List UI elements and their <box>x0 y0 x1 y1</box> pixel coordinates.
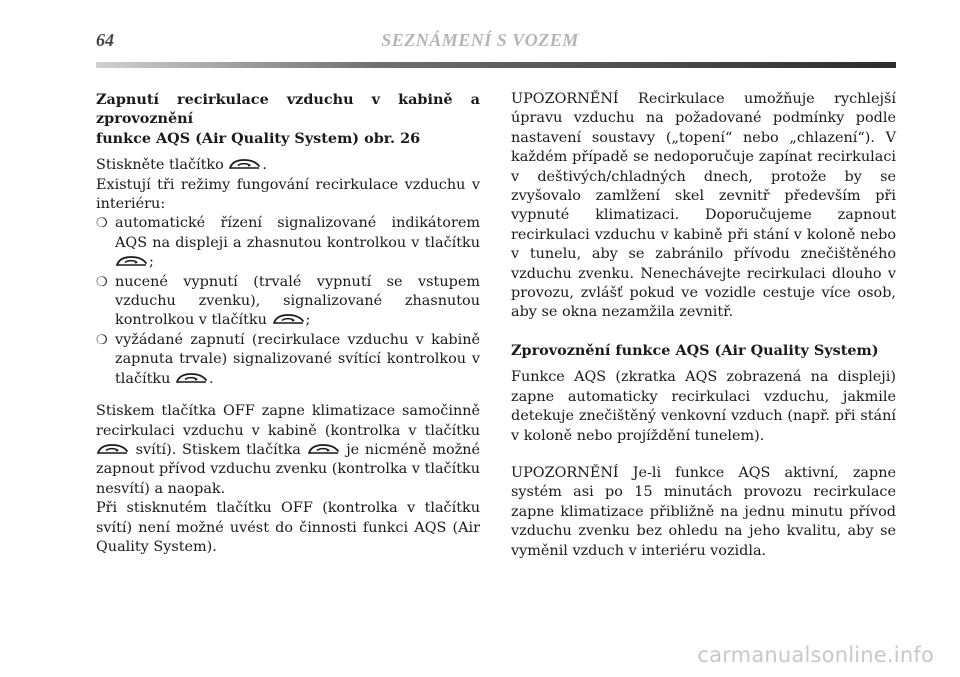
warning-recirculation: UPOZORNĚNÍ Recirkulace umožňuje rychlejší úpravu vzduchu na požadované podmínky podle nastavení soustavy („topení“ nebo „chlazení“). V každém případě se nedoporučuje zapínat recirkulaci v deštivých/chladných dnech, protože by se zvyšovalo zamlžení skel zevnitř především při vypnuté klimatizaci. Doporučujeme zapnout recirkulaci vzduchu v kabině při stání v koloně nebo v tunelu, aby se zabránilo přívodu znečištěného vzduchu zvenku. Nenechávejte recirkulaci dlouho v provozu, zvlášť pokud ve vozidle cestuje více osob, aby se okna nezamžila zevnitř. <box>511 91 896 321</box>
header-rule <box>96 62 896 68</box>
recirculation-icon <box>307 442 341 456</box>
mode-bullet-3 <box>96 331 480 389</box>
off-aqs-paragraph: Při stisknutém tlačítku OFF (kontrolka v tlačítku svítí) není možné uvést do činnosti funkci AQS (Air Quality System). <box>96 500 480 555</box>
recirculation-icon <box>96 442 130 456</box>
left-heading <box>96 90 480 148</box>
mode-bullet-1 <box>96 214 480 272</box>
left-heading-line2: funkce AQS (Air Quality System) obr. 26 <box>96 129 421 147</box>
off-button-paragraph <box>96 402 480 499</box>
recirculation-icon <box>115 254 149 268</box>
modes-intro: Existují tři režimy fungování recirkulace vzduchu v interiéru: <box>96 176 480 213</box>
right-column <box>511 90 896 561</box>
bullet-mark: ❍ <box>96 216 108 232</box>
off-text-c: je nicméně možné zapnout přívod vzduchu zvenku (kontrolka v tlačítku nesvítí) a naopak. <box>96 441 481 497</box>
press-instruction <box>96 156 480 175</box>
aqs-paragraph: Funkce AQS (zkratka AQS zobrazená na displeji) zapne automaticky recirkulaci vzduchu, jakmile detekuje znečištěný venkovní vzduch (např. při stání v koloně nebo projíždění tunelem). <box>511 369 896 444</box>
left-heading-line1: Zapnutí recirkulace vzduchu v kabině a zprovoznění <box>96 91 480 128</box>
watermark: carmanualsonline.info <box>697 643 934 667</box>
press-before: Stiskněte tlačítko <box>96 157 224 174</box>
recirculation-icon <box>272 312 306 326</box>
left-column <box>96 90 480 557</box>
aqs-heading: Zprovoznění funkce AQS (Air Quality System) <box>511 341 879 359</box>
warning-aqs: UPOZORNĚNÍ Je-li funkce AQS aktivní, zapne systém asi po 15 minutách provozu recirkulace zapne klimatizace přibližně na jednu minutu přívod vzduchu zvenku bez ohledu na jeho kvalitu, aby se vyměnil vzduch v interiéru vozidla. <box>511 464 896 559</box>
mode-2-end: ; <box>305 312 311 329</box>
mode-1-text: automatické řízení signalizované indikátorem AQS na displeji a zhasnutou kontrolkou v tlačítku <box>115 215 480 251</box>
off-text-b: svítí). Stiskem tlačítka <box>135 441 301 458</box>
recirculation-icon <box>228 157 262 171</box>
bullet-mark: ❍ <box>96 274 108 290</box>
page-number: 64 <box>96 30 114 50</box>
section-title: SEZNÁMENÍ S VOZEM <box>381 30 579 50</box>
recirculation-icon <box>175 371 209 385</box>
mode-2-text: nucené vypnutí (trvalé vypnutí se vstupem vzduchu zvenku), signalizované zhasnutou kontrolkou v tlačítku <box>115 273 480 329</box>
mode-1-end: ; <box>149 254 154 271</box>
mode-3-text: vyžádané zapnutí (recirkulace vzduchu v kabině zapnuta trvale) signalizované svítící kontrolkou v tlačítku <box>115 331 480 387</box>
mode-bullet-2 <box>96 273 480 331</box>
mode-3-end: . <box>208 370 214 387</box>
press-after: . <box>262 157 267 174</box>
bullet-mark: ❍ <box>96 332 108 348</box>
off-text-a: Stiskem tlačítka OFF zapne klimatizace samočinně recirkulaci vzduchu v kabině (kontrolka v tlačítku <box>96 403 480 439</box>
